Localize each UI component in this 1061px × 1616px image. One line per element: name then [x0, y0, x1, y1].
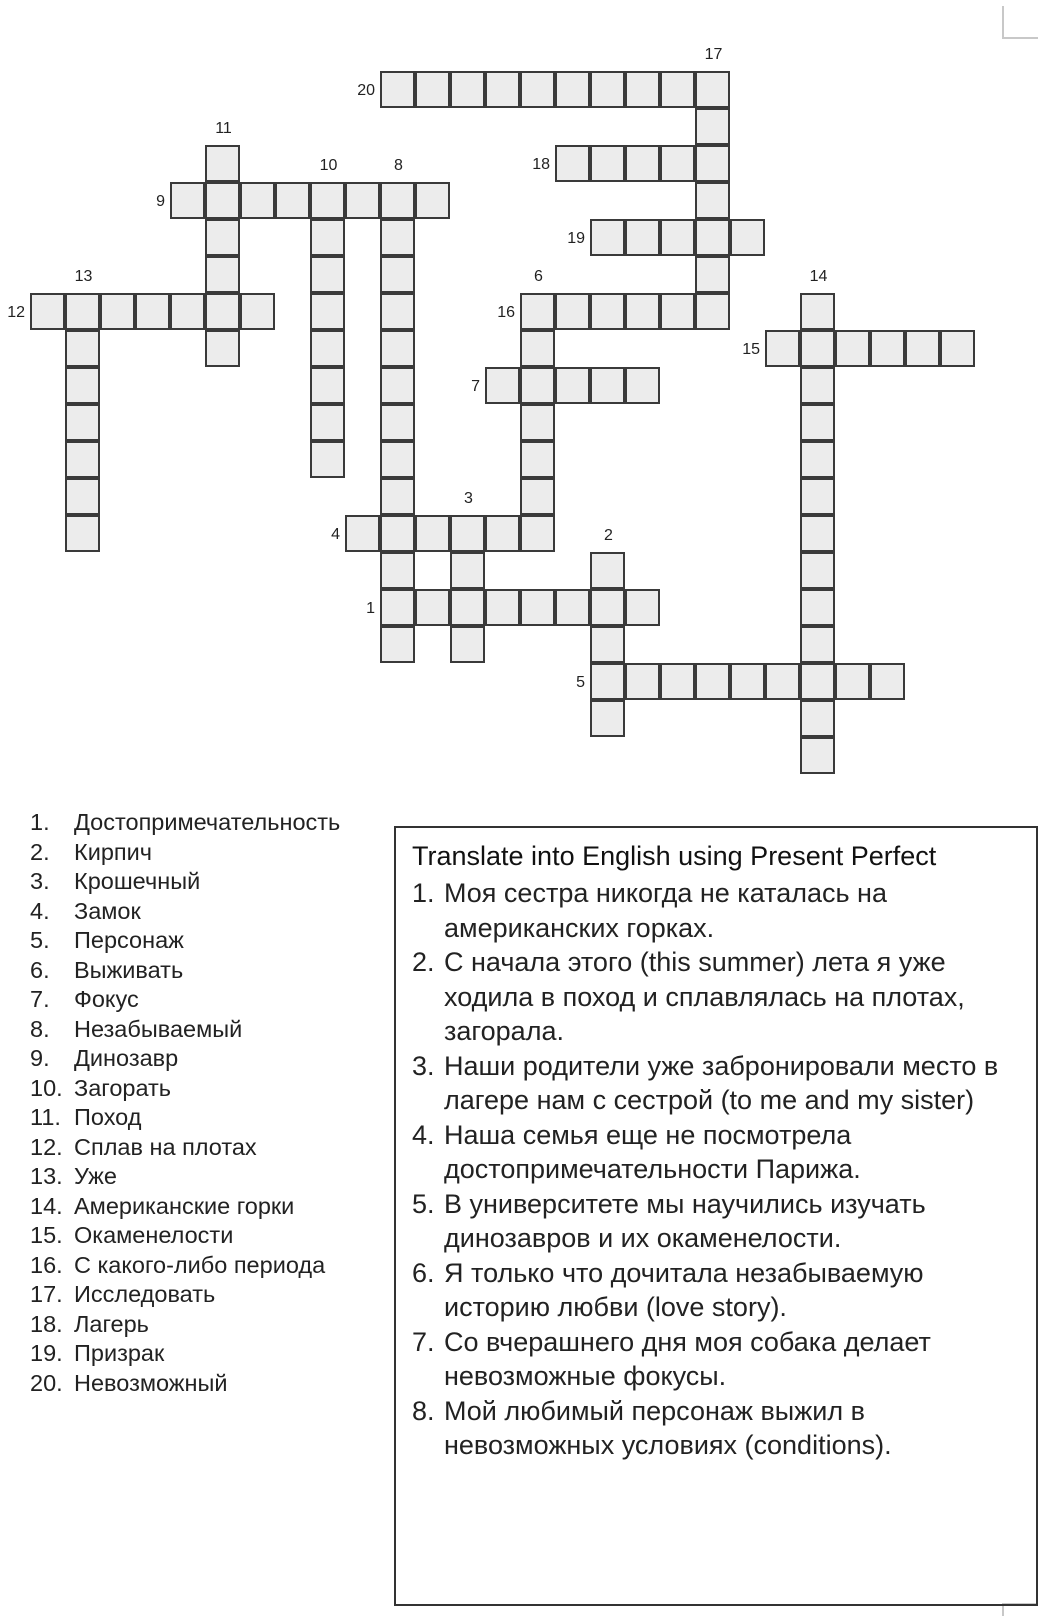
clue-number: 2. [30, 838, 50, 865]
clue-number: 1. [30, 809, 50, 835]
crossword-cell[interactable] [310, 441, 345, 478]
crossword-cell[interactable] [65, 515, 100, 552]
crossword-cell[interactable] [380, 552, 415, 589]
crossword-clue-number: 2 [604, 527, 613, 544]
clue-number: 11. [30, 1104, 61, 1130]
clue-item [30, 897, 340, 927]
clue-number: 12. [30, 1133, 63, 1160]
clue-item [30, 1369, 340, 1399]
task-item [412, 945, 1024, 1049]
clue-item [30, 1044, 340, 1074]
clue-item [30, 1221, 340, 1251]
crossword-cell[interactable] [485, 589, 520, 626]
clue-number: 18. [30, 1310, 63, 1337]
crossword-cell[interactable] [520, 404, 555, 441]
crossword-clue-number: 4 [331, 526, 340, 543]
task-text: С начала этого (this summer) лета я уже ходила в поход и сплавлялась на плотах, загорала. [444, 947, 965, 1046]
crossword-cell[interactable] [520, 478, 555, 515]
crossword-cell[interactable] [380, 293, 415, 330]
clue-text: Поход [74, 1104, 142, 1130]
crossword-cell[interactable] [65, 441, 100, 478]
task-item [412, 1256, 1024, 1325]
task-text: Моя сестра никогда не каталась на американских горках. [444, 878, 887, 943]
clue-item [30, 867, 340, 897]
clue-text: Американские горки [74, 1192, 295, 1219]
crossword-cell[interactable] [590, 700, 625, 737]
clue-number: 17. [30, 1281, 63, 1307]
clue-item [30, 1192, 340, 1222]
crossword-cell[interactable] [660, 293, 695, 330]
crossword-cell[interactable] [240, 293, 275, 330]
crossword-cell[interactable] [450, 552, 485, 589]
crossword-cell[interactable] [835, 330, 870, 367]
crossword-cell[interactable] [415, 71, 450, 108]
crossword-cell[interactable] [870, 663, 905, 700]
crossword-cell[interactable] [695, 663, 730, 700]
clue-item [30, 808, 340, 838]
crossword-cell[interactable] [625, 293, 660, 330]
clue-text: Уже [74, 1163, 117, 1189]
crossword-cell[interactable] [380, 515, 415, 552]
crossword-cell[interactable] [345, 515, 380, 552]
crossword-cell[interactable] [450, 71, 485, 108]
crossword-cell[interactable] [870, 330, 905, 367]
crossword-cell[interactable] [730, 663, 765, 700]
clue-list [30, 808, 340, 1398]
crossword-cell[interactable] [905, 330, 940, 367]
task-item [412, 876, 1024, 945]
crossword-cell[interactable] [65, 293, 100, 330]
clue-number: 3. [30, 868, 50, 894]
clue-number: 15. [30, 1222, 63, 1248]
crossword-cell[interactable] [800, 478, 835, 515]
crossword-cell[interactable] [450, 626, 485, 663]
crossword-cell[interactable] [800, 515, 835, 552]
crossword-clue-number: 10 [319, 157, 338, 174]
crossword-cell[interactable] [30, 293, 65, 330]
clue-text: Динозавр [74, 1045, 179, 1071]
crossword-cell[interactable] [800, 441, 835, 478]
clue-number: 19. [30, 1340, 63, 1366]
task-item [412, 1187, 1024, 1256]
crossword-cell[interactable] [310, 219, 345, 256]
crossword-cell[interactable] [100, 293, 135, 330]
crossword-clue-number: 1 [366, 600, 375, 617]
task-text: В университете мы научились изучать динозавров и их окаменелости. [444, 1188, 926, 1253]
crossword-clue-number: 15 [742, 341, 760, 358]
crossword-clue-number: 7 [471, 378, 480, 395]
crossword-cell[interactable] [520, 293, 555, 330]
crossword-cell[interactable] [205, 293, 240, 330]
clue-item [30, 956, 340, 986]
clue-number: 16. [30, 1251, 63, 1278]
clue-number: 5. [30, 927, 50, 953]
translation-task-box [394, 826, 1038, 1606]
clue-item [30, 1074, 340, 1104]
task-number: 5. [412, 1188, 435, 1219]
crossword-cell[interactable] [835, 663, 870, 700]
crossword-cell[interactable] [520, 589, 555, 626]
crossword-cell[interactable] [450, 515, 485, 552]
clue-item [30, 1015, 340, 1045]
crossword-cell[interactable] [205, 145, 240, 182]
crossword-cell[interactable] [380, 626, 415, 663]
crossword-cell[interactable] [520, 515, 555, 552]
crossword-cell[interactable] [800, 663, 835, 700]
task-number: 4. [412, 1119, 435, 1150]
crossword-grid [0, 0, 1061, 790]
task-number: 3. [412, 1050, 435, 1081]
crossword-cell[interactable] [380, 182, 415, 219]
crossword-cell[interactable] [555, 145, 590, 182]
crossword-cell[interactable] [310, 330, 345, 367]
clue-item [30, 838, 340, 868]
crossword-cell[interactable] [380, 589, 415, 626]
crossword-cell[interactable] [695, 293, 730, 330]
crossword-cell[interactable] [590, 626, 625, 663]
crossword-cell[interactable] [485, 71, 520, 108]
crossword-cell[interactable] [170, 293, 205, 330]
crossword-cell[interactable] [415, 182, 450, 219]
task-item [412, 1118, 1024, 1187]
crossword-cell[interactable] [800, 552, 835, 589]
crossword-cell[interactable] [380, 219, 415, 256]
crossword-cell[interactable] [310, 182, 345, 219]
clue-text: Незабываемый [74, 1015, 243, 1042]
crossword-cell[interactable] [555, 293, 590, 330]
crossword-cell[interactable] [695, 145, 730, 182]
clue-item [30, 1162, 340, 1192]
crossword-cell[interactable] [275, 182, 310, 219]
crossword-cell[interactable] [800, 626, 835, 663]
crossword-cell[interactable] [520, 71, 555, 108]
crossword-cell[interactable] [940, 330, 975, 367]
crossword-cell[interactable] [800, 700, 835, 737]
clue-number: 8. [30, 1015, 50, 1042]
crossword-cell[interactable] [695, 256, 730, 293]
clue-text: Замок [74, 897, 141, 924]
crossword-cell[interactable] [555, 71, 590, 108]
clue-item [30, 1103, 340, 1133]
crossword-cell[interactable] [660, 145, 695, 182]
crossword-clue-number: 8 [394, 157, 403, 174]
task-number: 1. [412, 878, 435, 908]
clue-text: Крошечный [74, 868, 201, 894]
task-item [412, 1394, 1024, 1463]
crossword-cell[interactable] [625, 219, 660, 256]
task-item [412, 1049, 1024, 1118]
crossword-cell[interactable] [730, 219, 765, 256]
task-text: Наши родители уже забронировали место в лагере нам с сестрой (to me and my sister) [444, 1050, 999, 1115]
crossword-cell[interactable] [625, 367, 660, 404]
task-number: 8. [412, 1395, 435, 1426]
crossword-clue-number: 17 [704, 46, 723, 63]
crossword-cell[interactable] [590, 145, 625, 182]
crossword-clue-number: 19 [567, 230, 585, 247]
crossword-cell[interactable] [310, 404, 345, 441]
task-text: Я только что дочитала незабываемую историю любви (love story). [444, 1257, 924, 1322]
crossword-cell[interactable] [65, 404, 100, 441]
crossword-cell[interactable] [625, 663, 660, 700]
crossword-cell[interactable] [310, 367, 345, 404]
crossword-cell[interactable] [590, 663, 625, 700]
crossword-clue-number: 3 [464, 490, 473, 507]
crossword-cell[interactable] [520, 441, 555, 478]
crossword-cell[interactable] [485, 367, 520, 404]
crossword-clue-number: 18 [532, 156, 550, 173]
task-number: 7. [412, 1326, 435, 1357]
crossword-cell[interactable] [310, 293, 345, 330]
crossword-cell[interactable] [205, 182, 240, 219]
crossword-cell[interactable] [660, 71, 695, 108]
crossword-cell[interactable] [380, 71, 415, 108]
crossword-cell[interactable] [800, 367, 835, 404]
crossword-cell[interactable] [205, 219, 240, 256]
clue-item [30, 1133, 340, 1163]
crossword-cell[interactable] [590, 293, 625, 330]
clue-number: 6. [30, 956, 50, 983]
clue-text: Достопримечательность [74, 809, 341, 835]
clue-number: 9. [30, 1045, 50, 1071]
clue-number: 14. [30, 1192, 63, 1219]
crossword-cell[interactable] [380, 330, 415, 367]
crossword-cell[interactable] [590, 367, 625, 404]
crossword-clue-number: 13 [74, 268, 93, 285]
crossword-cell[interactable] [310, 256, 345, 293]
crossword-cell[interactable] [65, 330, 100, 367]
crossword-cell[interactable] [345, 182, 380, 219]
clue-text: Исследовать [74, 1281, 216, 1307]
crossword-cell[interactable] [485, 515, 520, 552]
clue-number: 20. [30, 1369, 63, 1396]
crossword-cell[interactable] [380, 404, 415, 441]
crossword-cell[interactable] [800, 404, 835, 441]
clue-text: Выживать [74, 956, 184, 983]
clue-text: Лагерь [74, 1310, 149, 1337]
clue-number: 13. [30, 1163, 63, 1189]
clue-item [30, 926, 340, 956]
clue-number: 7. [30, 986, 50, 1012]
crossword-clue-number: 20 [357, 82, 375, 99]
crossword-cell[interactable] [660, 219, 695, 256]
crossword-cell[interactable] [695, 219, 730, 256]
crossword-clue-number: 5 [576, 674, 585, 691]
clue-number: 10. [30, 1074, 63, 1101]
task-text: Мой любимый персонаж выжил в невозможных условиях (conditions). [444, 1395, 892, 1460]
crossword-cell[interactable] [380, 256, 415, 293]
crossword-cell[interactable] [765, 663, 800, 700]
task-item [412, 1325, 1024, 1394]
crossword-cell[interactable] [65, 367, 100, 404]
crossword-cell[interactable] [800, 737, 835, 774]
crossword-clue-number: 16 [497, 304, 515, 321]
crossword-clue-number: 9 [156, 193, 165, 210]
crossword-cell[interactable] [555, 367, 590, 404]
crossword-clue-number: 12 [7, 304, 25, 321]
crossword-clue-number: 6 [534, 268, 543, 285]
task-list [412, 876, 1024, 1463]
crossword-cell[interactable] [800, 589, 835, 626]
crossword-cell[interactable] [765, 330, 800, 367]
crossword-cell[interactable] [625, 589, 660, 626]
clue-item [30, 1251, 340, 1281]
clue-text: Сплав на плотах [74, 1133, 257, 1160]
crossword-cell[interactable] [800, 330, 835, 367]
crossword-cell[interactable] [415, 515, 450, 552]
crossword-cell[interactable] [240, 182, 275, 219]
crossword-cell[interactable] [590, 71, 625, 108]
crossword-cell[interactable] [520, 330, 555, 367]
crossword-cell[interactable] [590, 589, 625, 626]
crossword-cell[interactable] [555, 589, 590, 626]
crossword-cell[interactable] [695, 182, 730, 219]
clue-number: 4. [30, 897, 50, 924]
crossword-cell[interactable] [625, 71, 660, 108]
crossword-cell[interactable] [170, 182, 205, 219]
clue-item [30, 1339, 340, 1369]
crossword-clue-number: 14 [809, 268, 828, 285]
crossword-cell[interactable] [800, 293, 835, 330]
crossword-cell[interactable] [380, 478, 415, 515]
crossword-cell[interactable] [625, 145, 660, 182]
clue-text: Загорать [74, 1074, 172, 1101]
crossword-cell[interactable] [135, 293, 170, 330]
task-text: Со вчерашнего дня моя собака делает невозможные фокусы. [444, 1326, 931, 1391]
clue-item [30, 1280, 340, 1310]
clue-text: Кирпич [74, 838, 152, 865]
task-number: 6. [412, 1257, 435, 1288]
crossword-cell[interactable] [65, 478, 100, 515]
clue-item [30, 1310, 340, 1340]
clue-text: Призрак [74, 1340, 165, 1366]
task-title: Translate into English using Present Perfect [412, 841, 937, 871]
crossword-cell[interactable] [695, 71, 730, 108]
crossword-cell[interactable] [450, 589, 485, 626]
crossword-cell[interactable] [380, 441, 415, 478]
clue-item [30, 985, 340, 1015]
crossword-cell[interactable] [590, 219, 625, 256]
clue-text: Окаменелости [74, 1222, 234, 1248]
clue-text: Фокус [74, 986, 139, 1012]
crossword-cell[interactable] [380, 367, 415, 404]
crossword-cell[interactable] [205, 256, 240, 293]
crossword-cell[interactable] [415, 589, 450, 626]
crossword-cell[interactable] [660, 663, 695, 700]
clue-text: Невозможный [74, 1369, 228, 1396]
crossword-cell[interactable] [520, 367, 555, 404]
crossword-cell[interactable] [590, 552, 625, 589]
crossword-cell[interactable] [205, 330, 240, 367]
task-text: Наша семья еще не посмотрела достопримечательности Парижа. [444, 1119, 861, 1184]
crossword-cell[interactable] [695, 108, 730, 145]
clue-text: С какого-либо периода [74, 1251, 326, 1278]
clue-text: Персонаж [74, 927, 184, 953]
task-number: 2. [412, 947, 435, 977]
crossword-clue-number: 11 [215, 120, 232, 137]
